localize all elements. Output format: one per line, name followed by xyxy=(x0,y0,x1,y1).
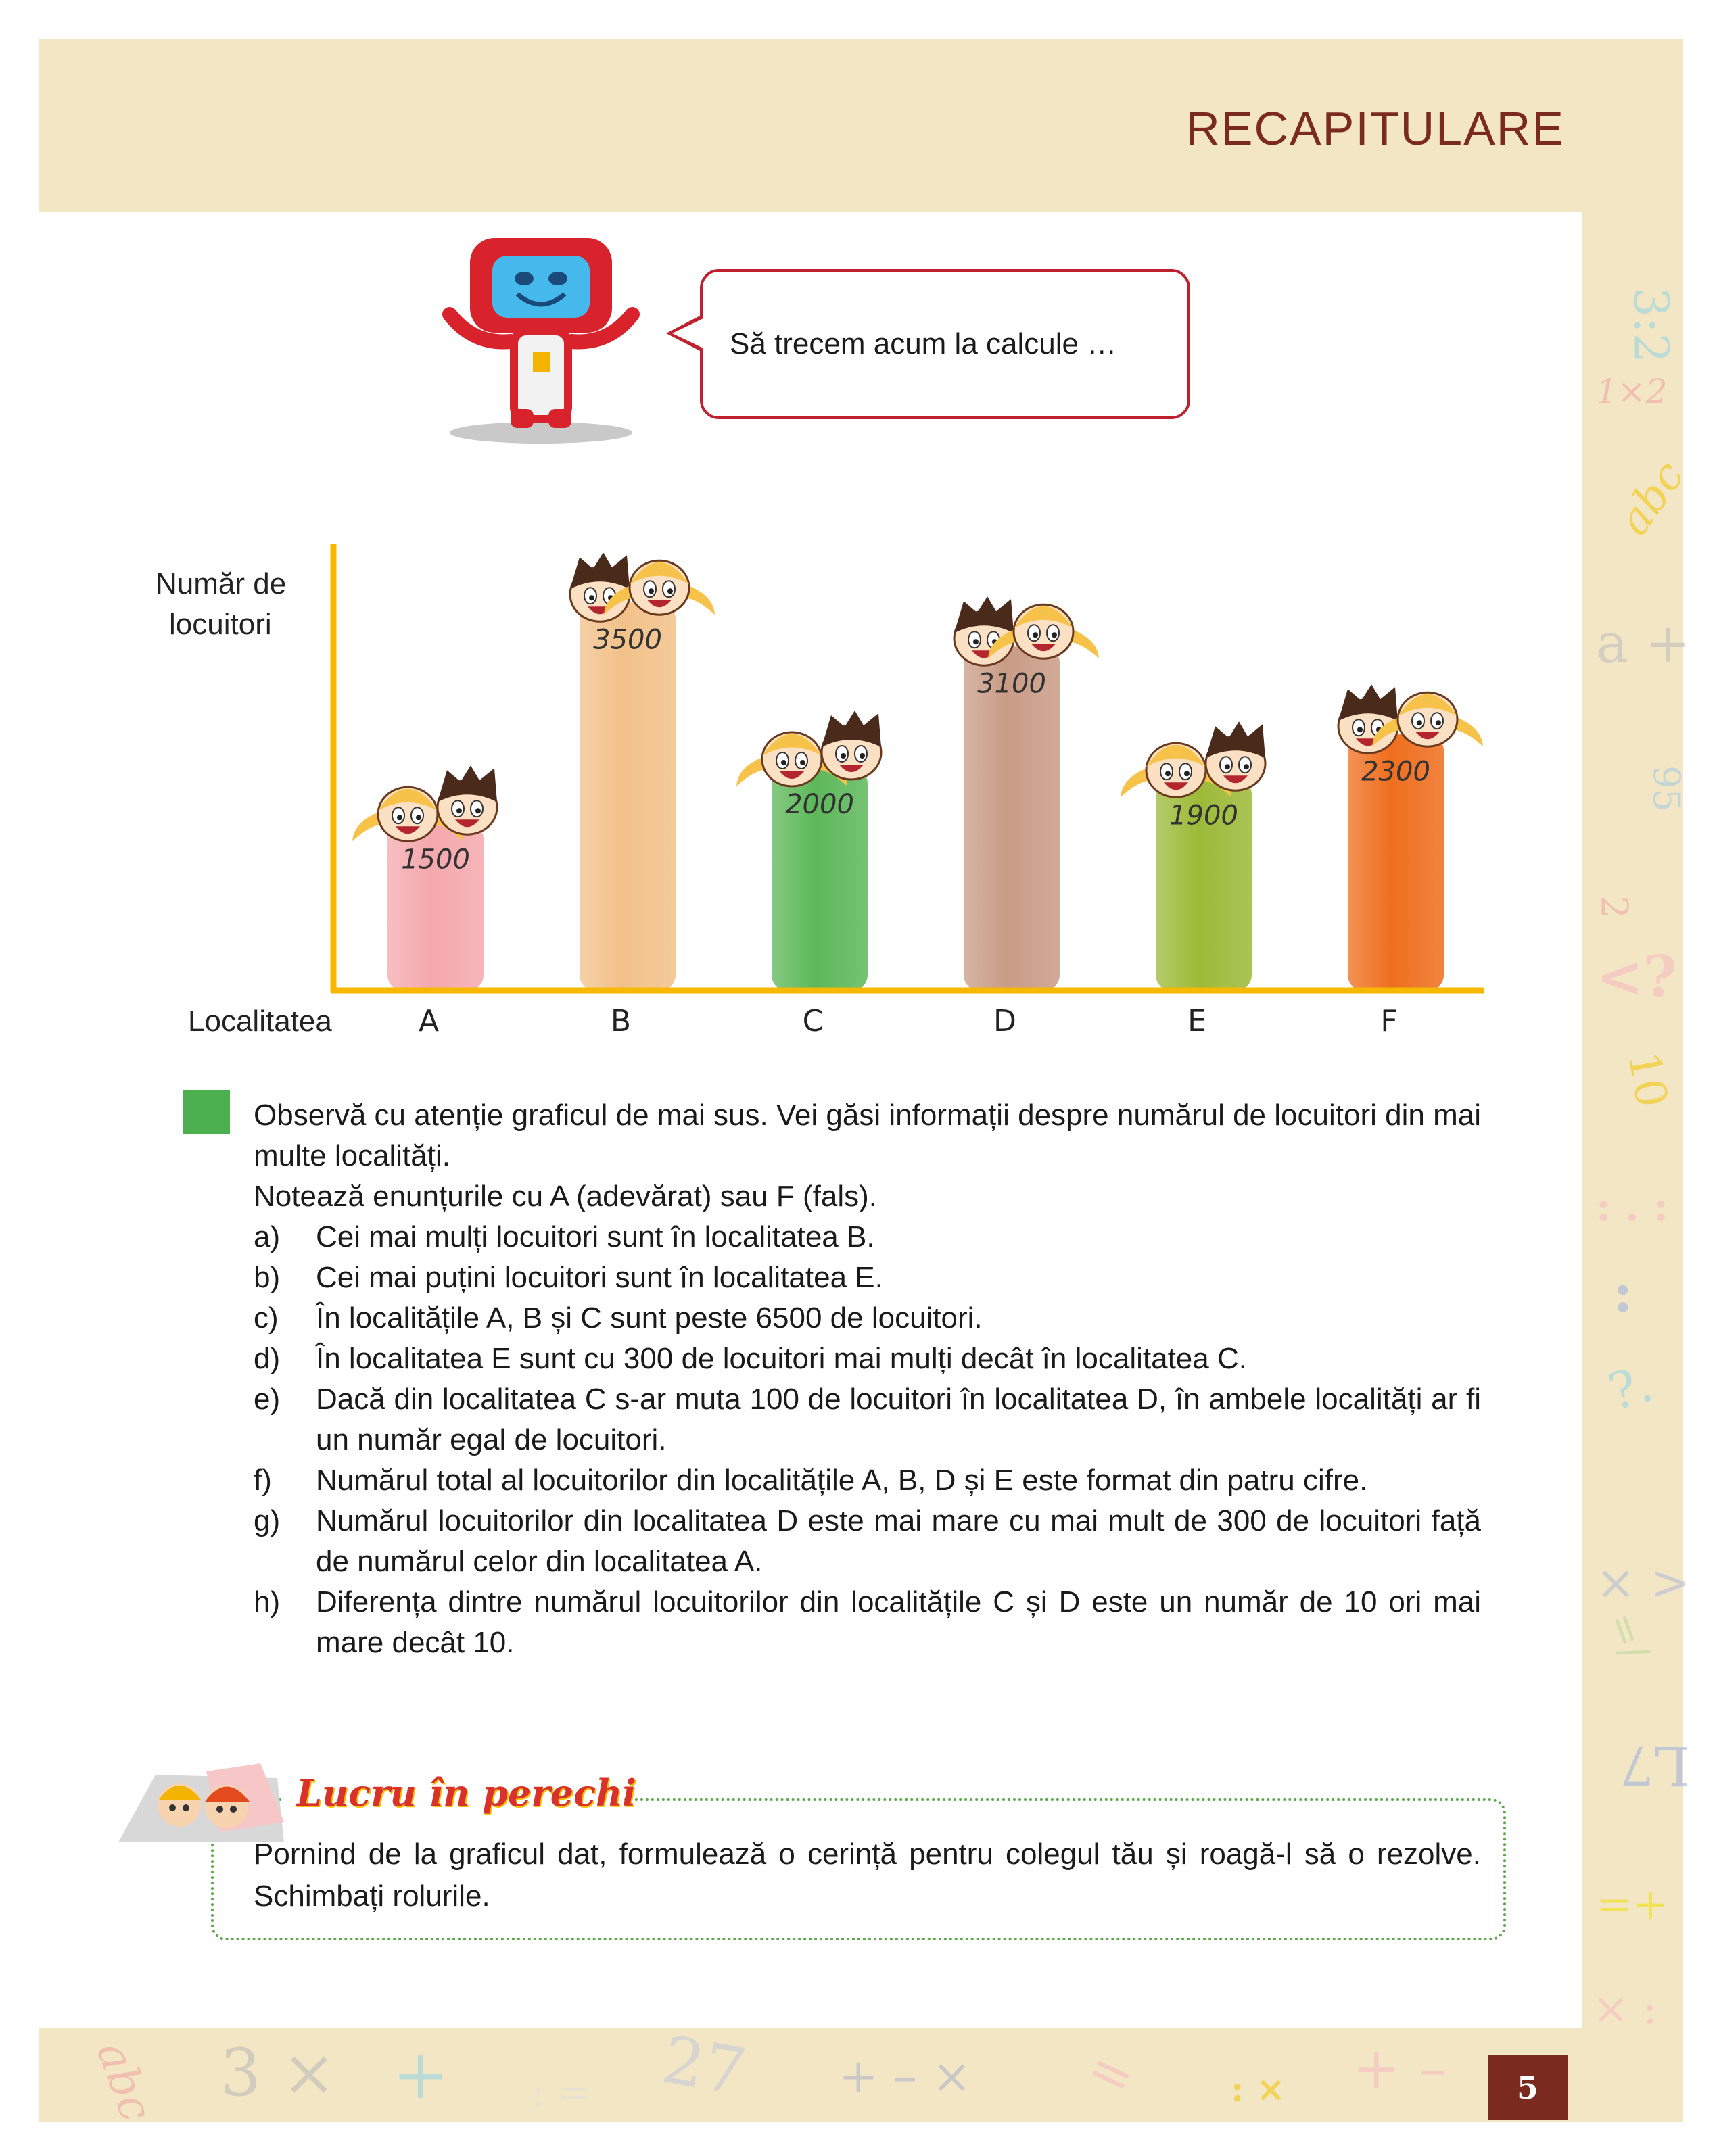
category-label: D xyxy=(993,1004,1016,1038)
boy-face-icon xyxy=(438,765,497,834)
y-axis-label-line1: Număr de xyxy=(156,567,287,600)
bars-layer xyxy=(352,552,1483,1038)
y-axis-label-line2: locuitori xyxy=(169,608,272,641)
speech-text: Să trecem acum la calcule … xyxy=(730,327,1117,360)
exercise-block xyxy=(254,1095,1481,1663)
boy-face-icon xyxy=(822,711,881,780)
bar-value-label: 1500 xyxy=(401,844,470,876)
statement-item: e) Dacă din localitatea C s-ar muta 100 de locuitori în localitatea D, în ambele localități ar fi un număr egal de locuitori. xyxy=(254,1383,1481,1456)
exercise-instruction: Notează enunțurile cu A (adevărat) sau F (fals). xyxy=(254,1180,878,1213)
pair-work-text: Pornind de la graficul dat, formulează o cerință pentru colegul tău și roagă-l să o rezolve. Schimbați rolurile. xyxy=(254,1838,1481,1913)
bar-group-D xyxy=(954,596,1099,1038)
category-label: A xyxy=(418,1004,440,1038)
category-label: B xyxy=(610,1004,632,1038)
pair-work-title: Lucru în perechi xyxy=(296,1771,636,1815)
bar-value-label: 3500 xyxy=(593,624,662,656)
exercise-marker xyxy=(183,1090,230,1134)
category-label: C xyxy=(802,1004,824,1038)
boy-face-icon xyxy=(1338,684,1398,753)
bar-value-label: 1900 xyxy=(1169,800,1238,832)
bar-value-label: 2300 xyxy=(1361,756,1430,788)
bar-group-F xyxy=(1338,684,1483,1038)
bar-group-B xyxy=(570,552,715,1038)
boy-face-icon xyxy=(1206,721,1265,790)
exercise-intro: Observă cu atenție graficul de mai sus. Vei găsi informații despre numărul de locuitori din mai multe localități. xyxy=(254,1099,1481,1172)
statement-item: g) Numărul locuitorilor din localitatea D este mai mare cu mai mult de 300 de locuitori față de numărul celor din localitatea A. xyxy=(254,1504,1481,1578)
category-label: F xyxy=(1380,1004,1398,1038)
bar-value-label: 3100 xyxy=(977,668,1046,700)
page-title: RECAPITULARE xyxy=(1185,102,1565,155)
boy-face-icon xyxy=(954,596,1014,665)
statement-item: b) Cei mai puțini locuitori sunt în localitatea E. xyxy=(254,1261,883,1294)
statement-item: c) În localitățile A, B și C sunt peste 6500 de locuitori. xyxy=(254,1301,983,1335)
x-axis-label: Localitatea xyxy=(188,1005,332,1038)
statement-item: h) Diferența dintre numărul locuitorilor din localitățile C și D este un număr de 10 ori mai mare decât 10. xyxy=(254,1585,1481,1659)
statement-item: d) În localitatea E sunt cu 300 de locuitori mai mulți decât în localitatea C. xyxy=(254,1342,1247,1375)
bar-B xyxy=(580,602,676,991)
bar-value-label: 2000 xyxy=(785,789,854,820)
statement-item: a) Cei mai mulți locuitori sunt în localitatea B. xyxy=(254,1220,875,1253)
page-number: 5 xyxy=(1488,2055,1568,2120)
statement-item: f) Numărul total al locuitorilor din localitățile A, B, D și E este format din patru cifre. xyxy=(254,1464,1368,1497)
boy-face-icon xyxy=(570,552,630,621)
statement-list xyxy=(254,1217,1481,1663)
category-label: E xyxy=(1187,1004,1206,1038)
bar-group-A xyxy=(352,765,497,1038)
